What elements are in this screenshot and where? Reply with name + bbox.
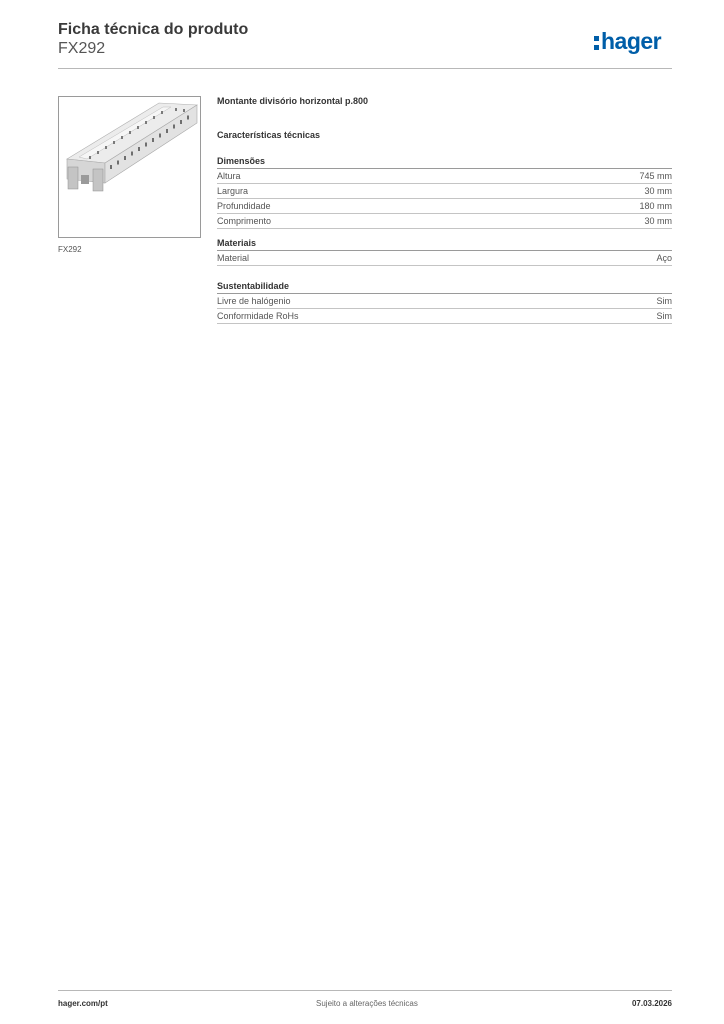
spec-row <box>217 199 672 214</box>
product-image-frame <box>58 96 201 238</box>
spec-row <box>217 294 672 309</box>
spec-value: 180 mm <box>639 201 672 211</box>
product-code: FX292 <box>58 40 106 57</box>
spec-label: Material <box>217 253 250 263</box>
spec-value: 30 mm <box>644 186 672 196</box>
spec-content <box>217 95 672 324</box>
horizontal-divider-rail-image <box>59 97 200 237</box>
section-heading: Sustentabilidade <box>217 280 672 294</box>
spec-row <box>217 309 672 324</box>
spec-row <box>217 184 672 199</box>
product-name: Montante divisório horizontal p.800 <box>217 96 369 106</box>
hager-logo <box>594 28 661 54</box>
logo-text: hager <box>601 28 662 54</box>
section-heading: Materiais <box>217 237 672 251</box>
spec-row <box>217 251 672 266</box>
spec-row <box>217 214 672 229</box>
spec-label: Comprimento <box>217 216 272 226</box>
spec-label: Altura <box>217 171 241 181</box>
spec-value: Aço <box>656 253 672 263</box>
spec-label: Largura <box>217 186 249 196</box>
section-materials <box>217 237 672 266</box>
spec-label: Profundidade <box>217 201 271 211</box>
header-divider <box>58 68 672 69</box>
section-sustainability <box>217 280 672 324</box>
spec-label: Conformidade RoHs <box>217 311 299 321</box>
section-dimensions <box>217 155 672 229</box>
page-title: Ficha técnica do produto <box>58 21 249 38</box>
footer-divider <box>58 990 672 991</box>
footer-website[interactable]: hager.com/pt <box>58 999 108 1008</box>
spec-value: Sim <box>656 296 672 306</box>
footer-note: Sujeito a alterações técnicas <box>316 999 418 1008</box>
spec-row <box>217 169 672 184</box>
spec-value: Sim <box>656 311 672 321</box>
footer-date: 07.03.2026 <box>631 999 672 1008</box>
product-image-caption: FX292 <box>58 245 82 254</box>
spec-value: 745 mm <box>639 171 672 181</box>
tech-heading: Características técnicas <box>217 130 321 140</box>
logo-dots-icon <box>594 36 599 50</box>
spec-label: Livre de halógenio <box>217 296 291 306</box>
section-heading: Dimensões <box>217 155 672 169</box>
spec-value: 30 mm <box>644 216 672 226</box>
